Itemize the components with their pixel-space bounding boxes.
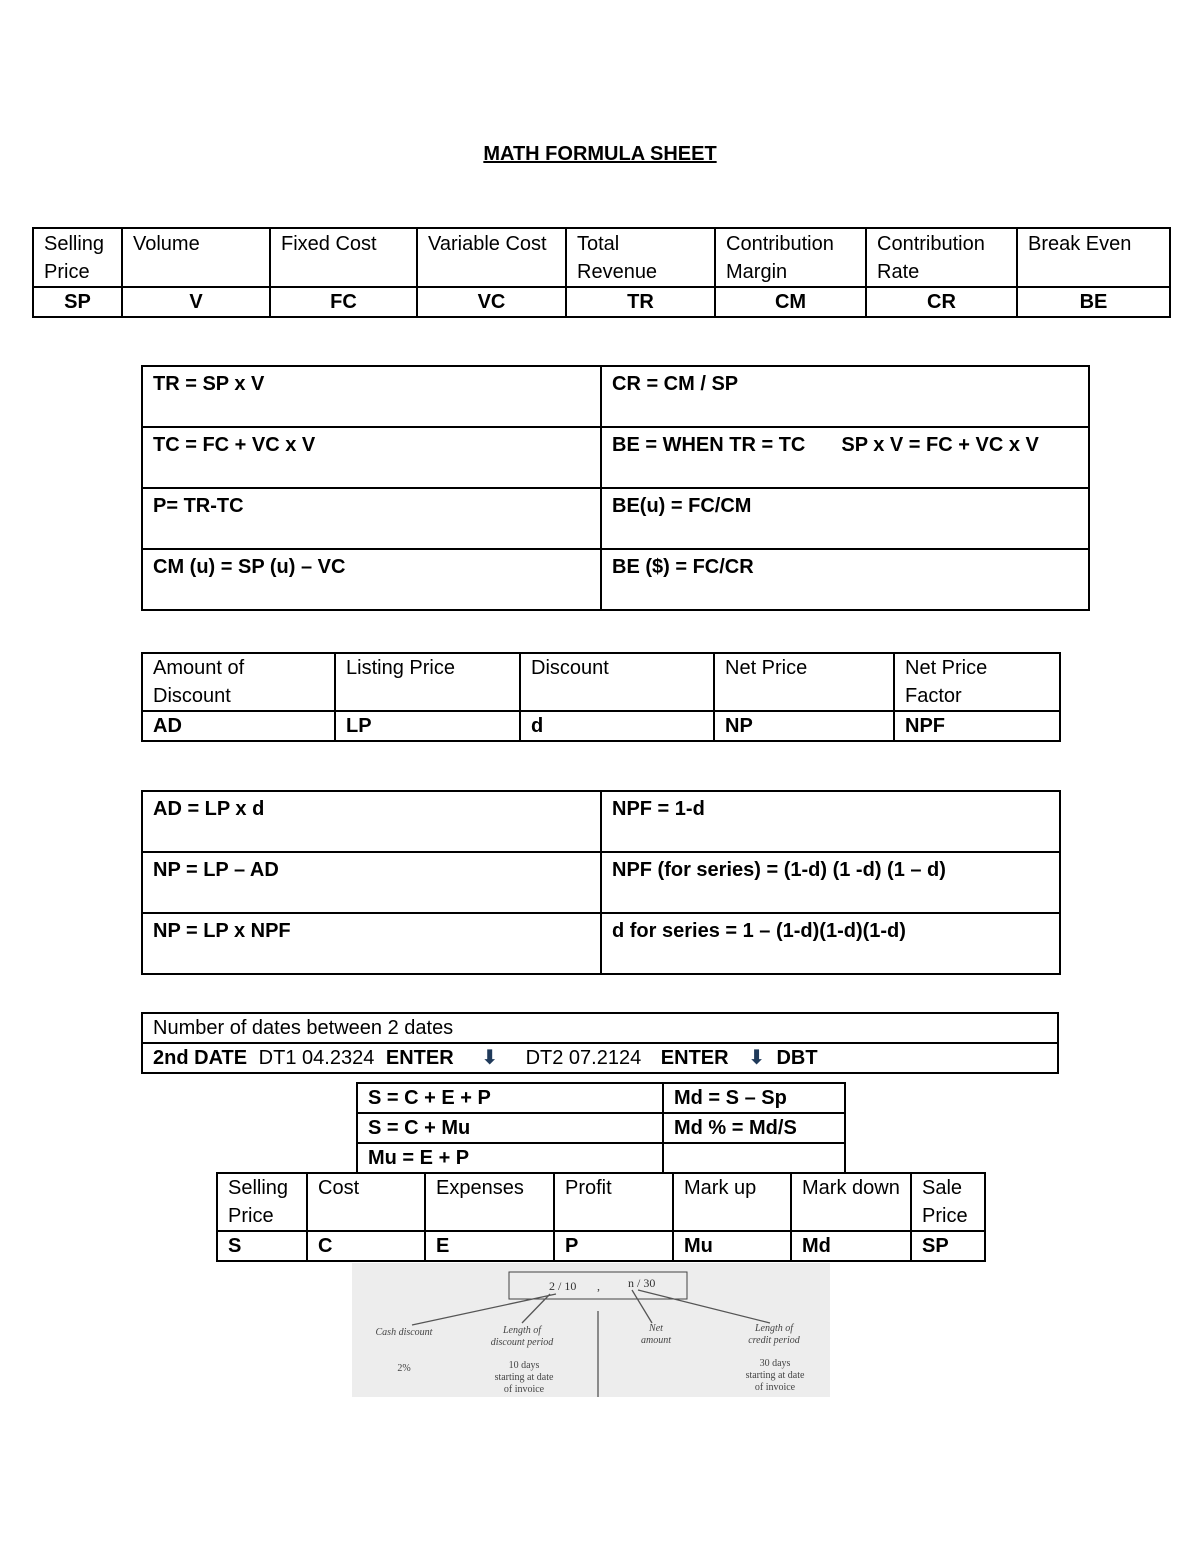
table-cell: Net Price Factor [894,653,1060,711]
cash-discount-label: Cash discount [375,1327,433,1338]
table-cell: P [554,1231,673,1261]
table-row [142,427,1089,488]
table-cell: Amount of Discount [142,653,335,711]
formula-cell: S = C + E + P [357,1083,663,1113]
table-cell: S [217,1231,307,1261]
down-arrow-icon: ⬇ [748,1047,765,1069]
table-cell: Net Price [714,653,894,711]
table-row [142,711,1060,741]
table-cell: Contribution Rate [866,228,1017,287]
table-row [142,1013,1058,1043]
table-cell: TR [566,287,715,317]
net-amount-label: Net amount [641,1323,671,1346]
table-cell: V [122,287,270,317]
table-cell: Listing Price [335,653,520,711]
table-row [142,488,1089,549]
terms-box-sep: , [597,1279,600,1293]
table-cell: Break Even [1017,228,1170,287]
table-cell: NP [714,711,894,741]
table-cell: Sale Price [911,1173,985,1231]
key-enter: ENTER [660,1047,729,1069]
date-calc-header: Number of dates between 2 dates [142,1013,1058,1043]
table-cell: Selling Price [33,228,122,287]
table-cell: Selling Price [217,1173,307,1231]
credit-terms-diagram [352,1263,830,1397]
table-cell: AD [142,711,335,741]
table-cell: SP [33,287,122,317]
formula-cell: TC = FC + VC x V [142,427,601,488]
table-cell: CR [866,287,1017,317]
discount-terms-table [141,652,1061,742]
formula-cell: NP = LP x NPF [142,913,601,974]
table-row [142,913,1060,974]
terms-box-left: 2 / 10 [549,1279,577,1293]
table-cell: CM [715,287,866,317]
terms-box-right: n / 30 [628,1276,656,1290]
cash-discount-value: 2% [397,1363,411,1374]
table-cell: FC [270,287,417,317]
date-calc-sequence [142,1043,1058,1073]
table-cell: d [520,711,714,741]
formula-cell: CM (u) = SP (u) – VC [142,549,601,610]
formula-cell [663,1143,845,1173]
key-date: DATE [194,1047,248,1069]
table-cell: Cost [307,1173,425,1231]
formula-cell: Md % = Md/S [663,1113,845,1143]
table-row [217,1231,985,1261]
discount-period-label: Length of discount period [490,1325,554,1348]
formula-cell: Mu = E + P [357,1143,663,1173]
table-cell: Contribution Margin [715,228,866,287]
table-row [357,1143,845,1173]
table-cell: Fixed Cost [270,228,417,287]
formula-cell: BE ($) = FC/CR [601,549,1089,610]
table-cell: Total Revenue [566,228,715,287]
formula-cell: P= TR-TC [142,488,601,549]
formula-cell: CR = CM / SP [601,366,1089,427]
table-row [357,1083,845,1113]
key-dbt: DBT [776,1047,818,1069]
break-even-condition: BE = WHEN TR = TC [612,434,806,456]
cost-terms-table [32,227,1171,318]
credit-period-value: 30 days starting at date of invoice [745,1358,805,1393]
formula-cell: d for series = 1 – (1-d)(1-d)(1-d) [601,913,1060,974]
table-cell: SP [911,1231,985,1261]
page-title: MATH FORMULA SHEET [483,143,717,165]
date-calc-table [141,1012,1059,1074]
table-cell: Variable Cost [417,228,566,287]
table-row [357,1113,845,1143]
table-cell: Discount [520,653,714,711]
table-row [33,287,1170,317]
table-row [217,1173,985,1231]
credit-period-label: Length of credit period [748,1323,800,1346]
table-row [142,791,1060,852]
table-row [33,228,1170,287]
formula-cell: NP = LP – AD [142,852,601,913]
markup-terms-table [216,1172,986,1262]
table-row [142,852,1060,913]
dt2-label: DT2 [525,1047,564,1069]
formula-cell: BE(u) = FC/CM [601,488,1089,549]
key-enter: ENTER [385,1047,454,1069]
formula-cell: NPF = 1-d [601,791,1060,852]
discount-formulas-table [141,790,1061,975]
table-row [142,1043,1058,1073]
table-row [142,366,1089,427]
formula-cell: S = C + Mu [357,1113,663,1143]
formula-cell [601,427,1089,488]
down-arrow-icon: ⬇ [481,1047,498,1069]
break-even-equation: SP x V = FC + VC x V [841,434,1039,456]
table-cell: Volume [122,228,270,287]
dt1-label: DT1 [258,1047,297,1069]
table-cell: Expenses [425,1173,554,1231]
table-cell: NPF [894,711,1060,741]
markup-formulas-table [356,1082,846,1174]
break-even-formulas-table [141,365,1090,611]
formula-cell: TR = SP x V [142,366,601,427]
table-cell: VC [417,287,566,317]
table-cell: Mark down [791,1173,911,1231]
table-row [142,653,1060,711]
dt2-value: 07.2124 [568,1047,642,1069]
table-cell: Mark up [673,1173,791,1231]
discount-period-value: 10 days starting at date of invoice [494,1360,554,1395]
table-cell: C [307,1231,425,1261]
table-row [142,549,1089,610]
formula-cell: Md = S – Sp [663,1083,845,1113]
key-2nd: 2nd [153,1047,189,1069]
formula-cell: AD = LP x d [142,791,601,852]
table-cell: LP [335,711,520,741]
dt1-value: 04.2324 [302,1047,375,1069]
table-cell: Profit [554,1173,673,1231]
table-cell: Md [791,1231,911,1261]
table-cell: Mu [673,1231,791,1261]
formula-cell: NPF (for series) = (1-d) (1 -d) (1 – d) [601,852,1060,913]
table-cell: BE [1017,287,1170,317]
table-cell: E [425,1231,554,1261]
